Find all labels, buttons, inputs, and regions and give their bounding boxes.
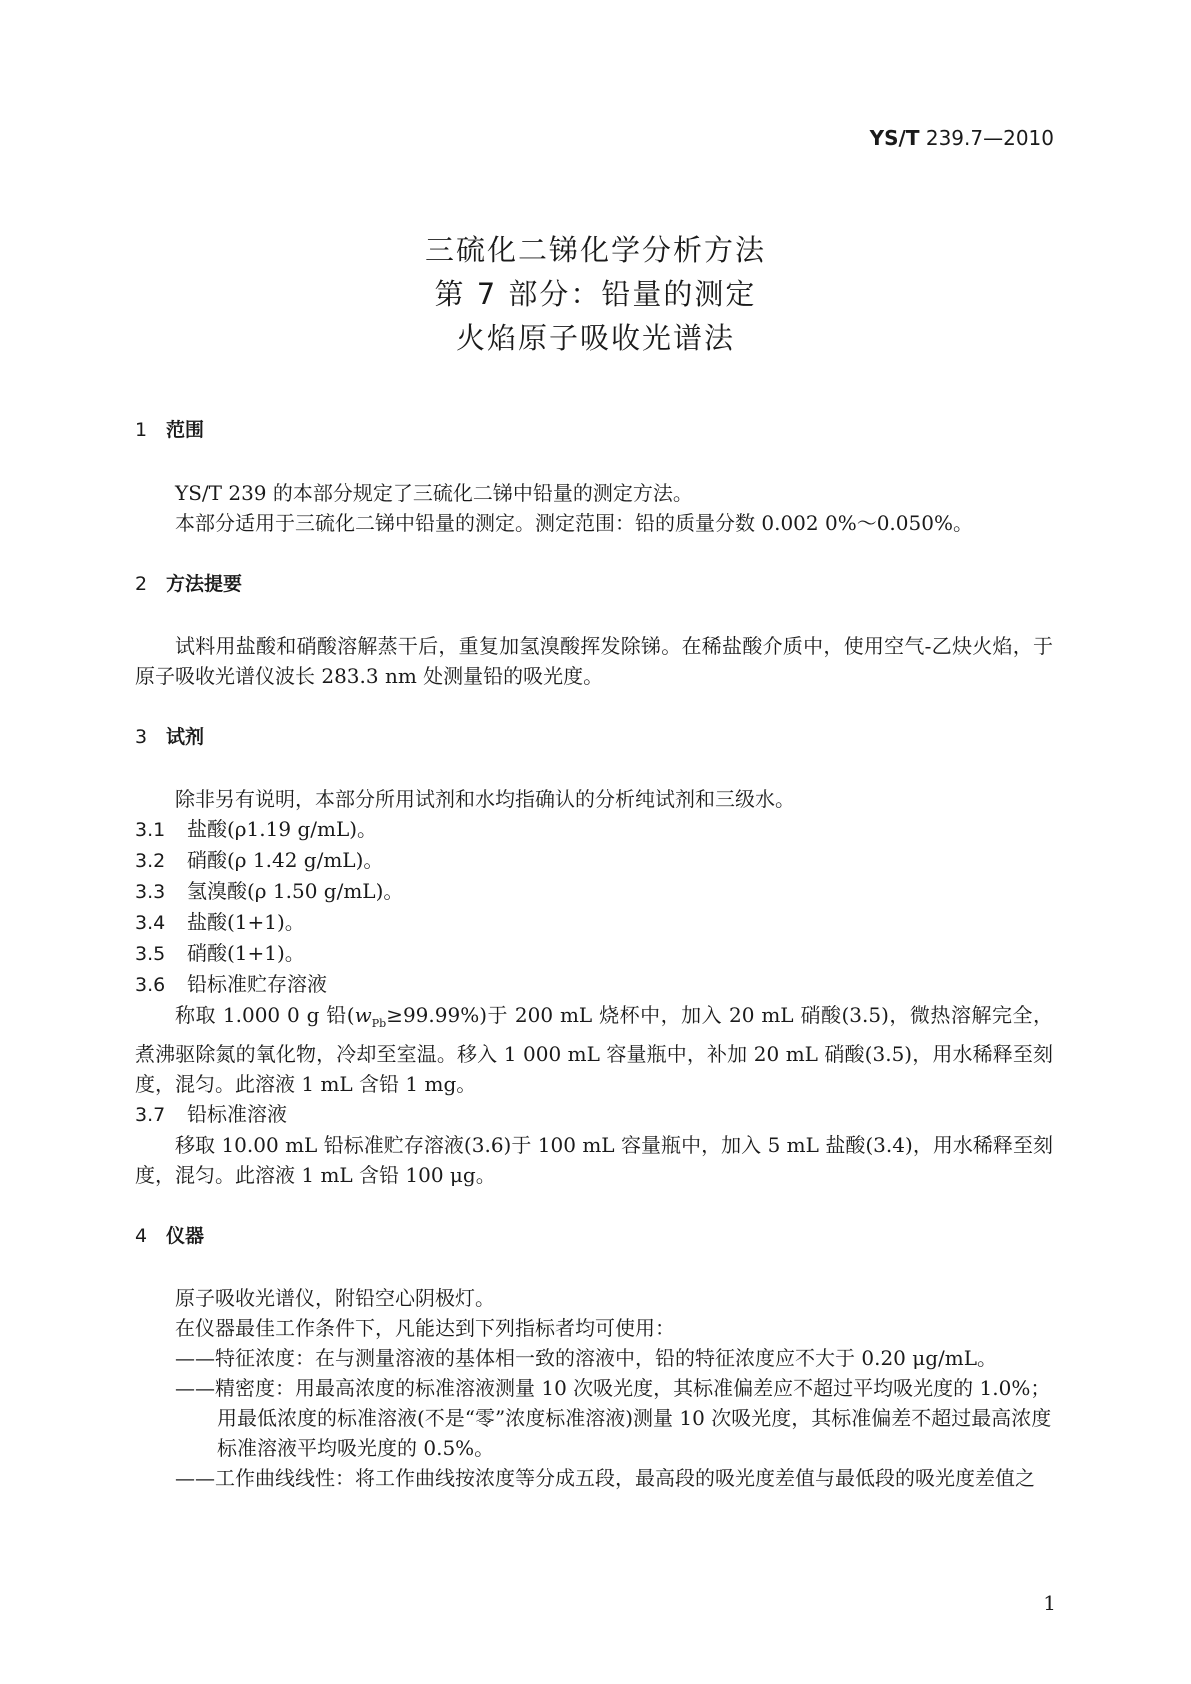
- dash-item: ——精密度：用最高浓度的标准溶液测量 10 次吸光度，其标准偏差应不超过平均吸光度的 1.0%；: [175, 1376, 1051, 1400]
- document-title: [0, 228, 1191, 360]
- paragraph: 在仪器最佳工作条件下，凡能达到下列指标者均可使用：: [175, 1316, 675, 1340]
- title-line-3: 火焰原子吸收光谱法: [455, 321, 735, 355]
- reagent-item: 3.2 硝酸(ρ 1.42 g/mL)。: [135, 848, 384, 872]
- reagent-item: 3.7 铅标准溶液: [135, 1102, 287, 1126]
- paragraph: 试料用盐酸和硝酸溶解蒸干后，重复加氢溴酸挥发除锑。在稀盐酸介质中，使用空气-乙炔火焰，于原子吸收光谱仪波长 283.3 nm 处测量铅的吸光度。: [135, 634, 1053, 688]
- page-number: 1: [1043, 1591, 1056, 1615]
- dash-item: ——工作曲线线性：将工作曲线按浓度等分成五段，最高段的吸光度差值与最低段的吸光度差值之: [175, 1466, 1035, 1490]
- paragraph: YS/T 239 的本部分规定了三硫化二锑中铅量的测定方法。: [175, 481, 693, 505]
- paragraph: 本部分适用于三硫化二锑中铅量的测定。测定范围：铅的质量分数 0.002 0%～0.050%。: [175, 511, 973, 535]
- title-line-2: 第 7 部分：铅量的测定: [434, 277, 757, 311]
- document-body: [135, 415, 1053, 1493]
- reagent-item: 3.1 盐酸(ρ1.19 g/mL)。: [135, 817, 378, 841]
- reagent-item: 3.4 盐酸(1+1)。: [135, 910, 305, 934]
- section-heading-reagents: 3 试剂: [135, 726, 205, 748]
- standard-code: YS/T 239.7—2010: [869, 126, 1054, 150]
- reagent-item: 3.3 氢溴酸(ρ 1.50 g/mL)。: [135, 879, 404, 903]
- paragraph: 原子吸收光谱仪，附铅空心阴极灯。: [175, 1286, 495, 1310]
- paragraph: 除非另有说明，本部分所用试剂和水均指确认的分析纯试剂和三级水。: [175, 787, 795, 811]
- reagent-item: 3.5 硝酸(1+1)。: [135, 941, 305, 965]
- section-heading-scope: 1 范围: [135, 419, 205, 441]
- dash-item-continuation: 用最低浓度的标准溶液(不是“零”浓度标准溶液)测量 10 次吸光度，其标准偏差不超过最高浓度标准溶液平均吸光度的 0.5%。: [217, 1406, 1052, 1460]
- title-line-1: 三硫化二锑化学分析方法: [424, 233, 766, 267]
- dash-item: ——特征浓度：在与测量溶液的基体相一致的溶液中，铅的特征浓度应不大于 0.20 μg/mL。: [175, 1346, 998, 1370]
- paragraph: 称取 1.000 0 g 铅$(w_{Pb}\ge 99.99\%)$于 200 mL 烧杯中，加入 20 mL 硝酸(3.5)，微热溶解完全，煮沸驱除氮的氧化物，冷却至室温。移入 1 000 mL 容量瓶中，补加 20 mL 硝酸(3.5)，用水稀释至刻度，混匀。此溶液 1 mL 含铅 1 mg。: [135, 1003, 1053, 1096]
- paragraph: 移取 10.00 mL 铅标准贮存溶液(3.6)于 100 mL 容量瓶中，加入 5 mL 盐酸(3.4)，用水稀释至刻度，混匀。此溶液 1 mL 含铅 100 μg。: [135, 1133, 1053, 1187]
- section-heading-apparatus: 4 仪器: [135, 1225, 205, 1247]
- reagent-item: 3.6 铅标准贮存溶液: [135, 972, 327, 996]
- section-heading-principle: 2 方法提要: [135, 573, 243, 595]
